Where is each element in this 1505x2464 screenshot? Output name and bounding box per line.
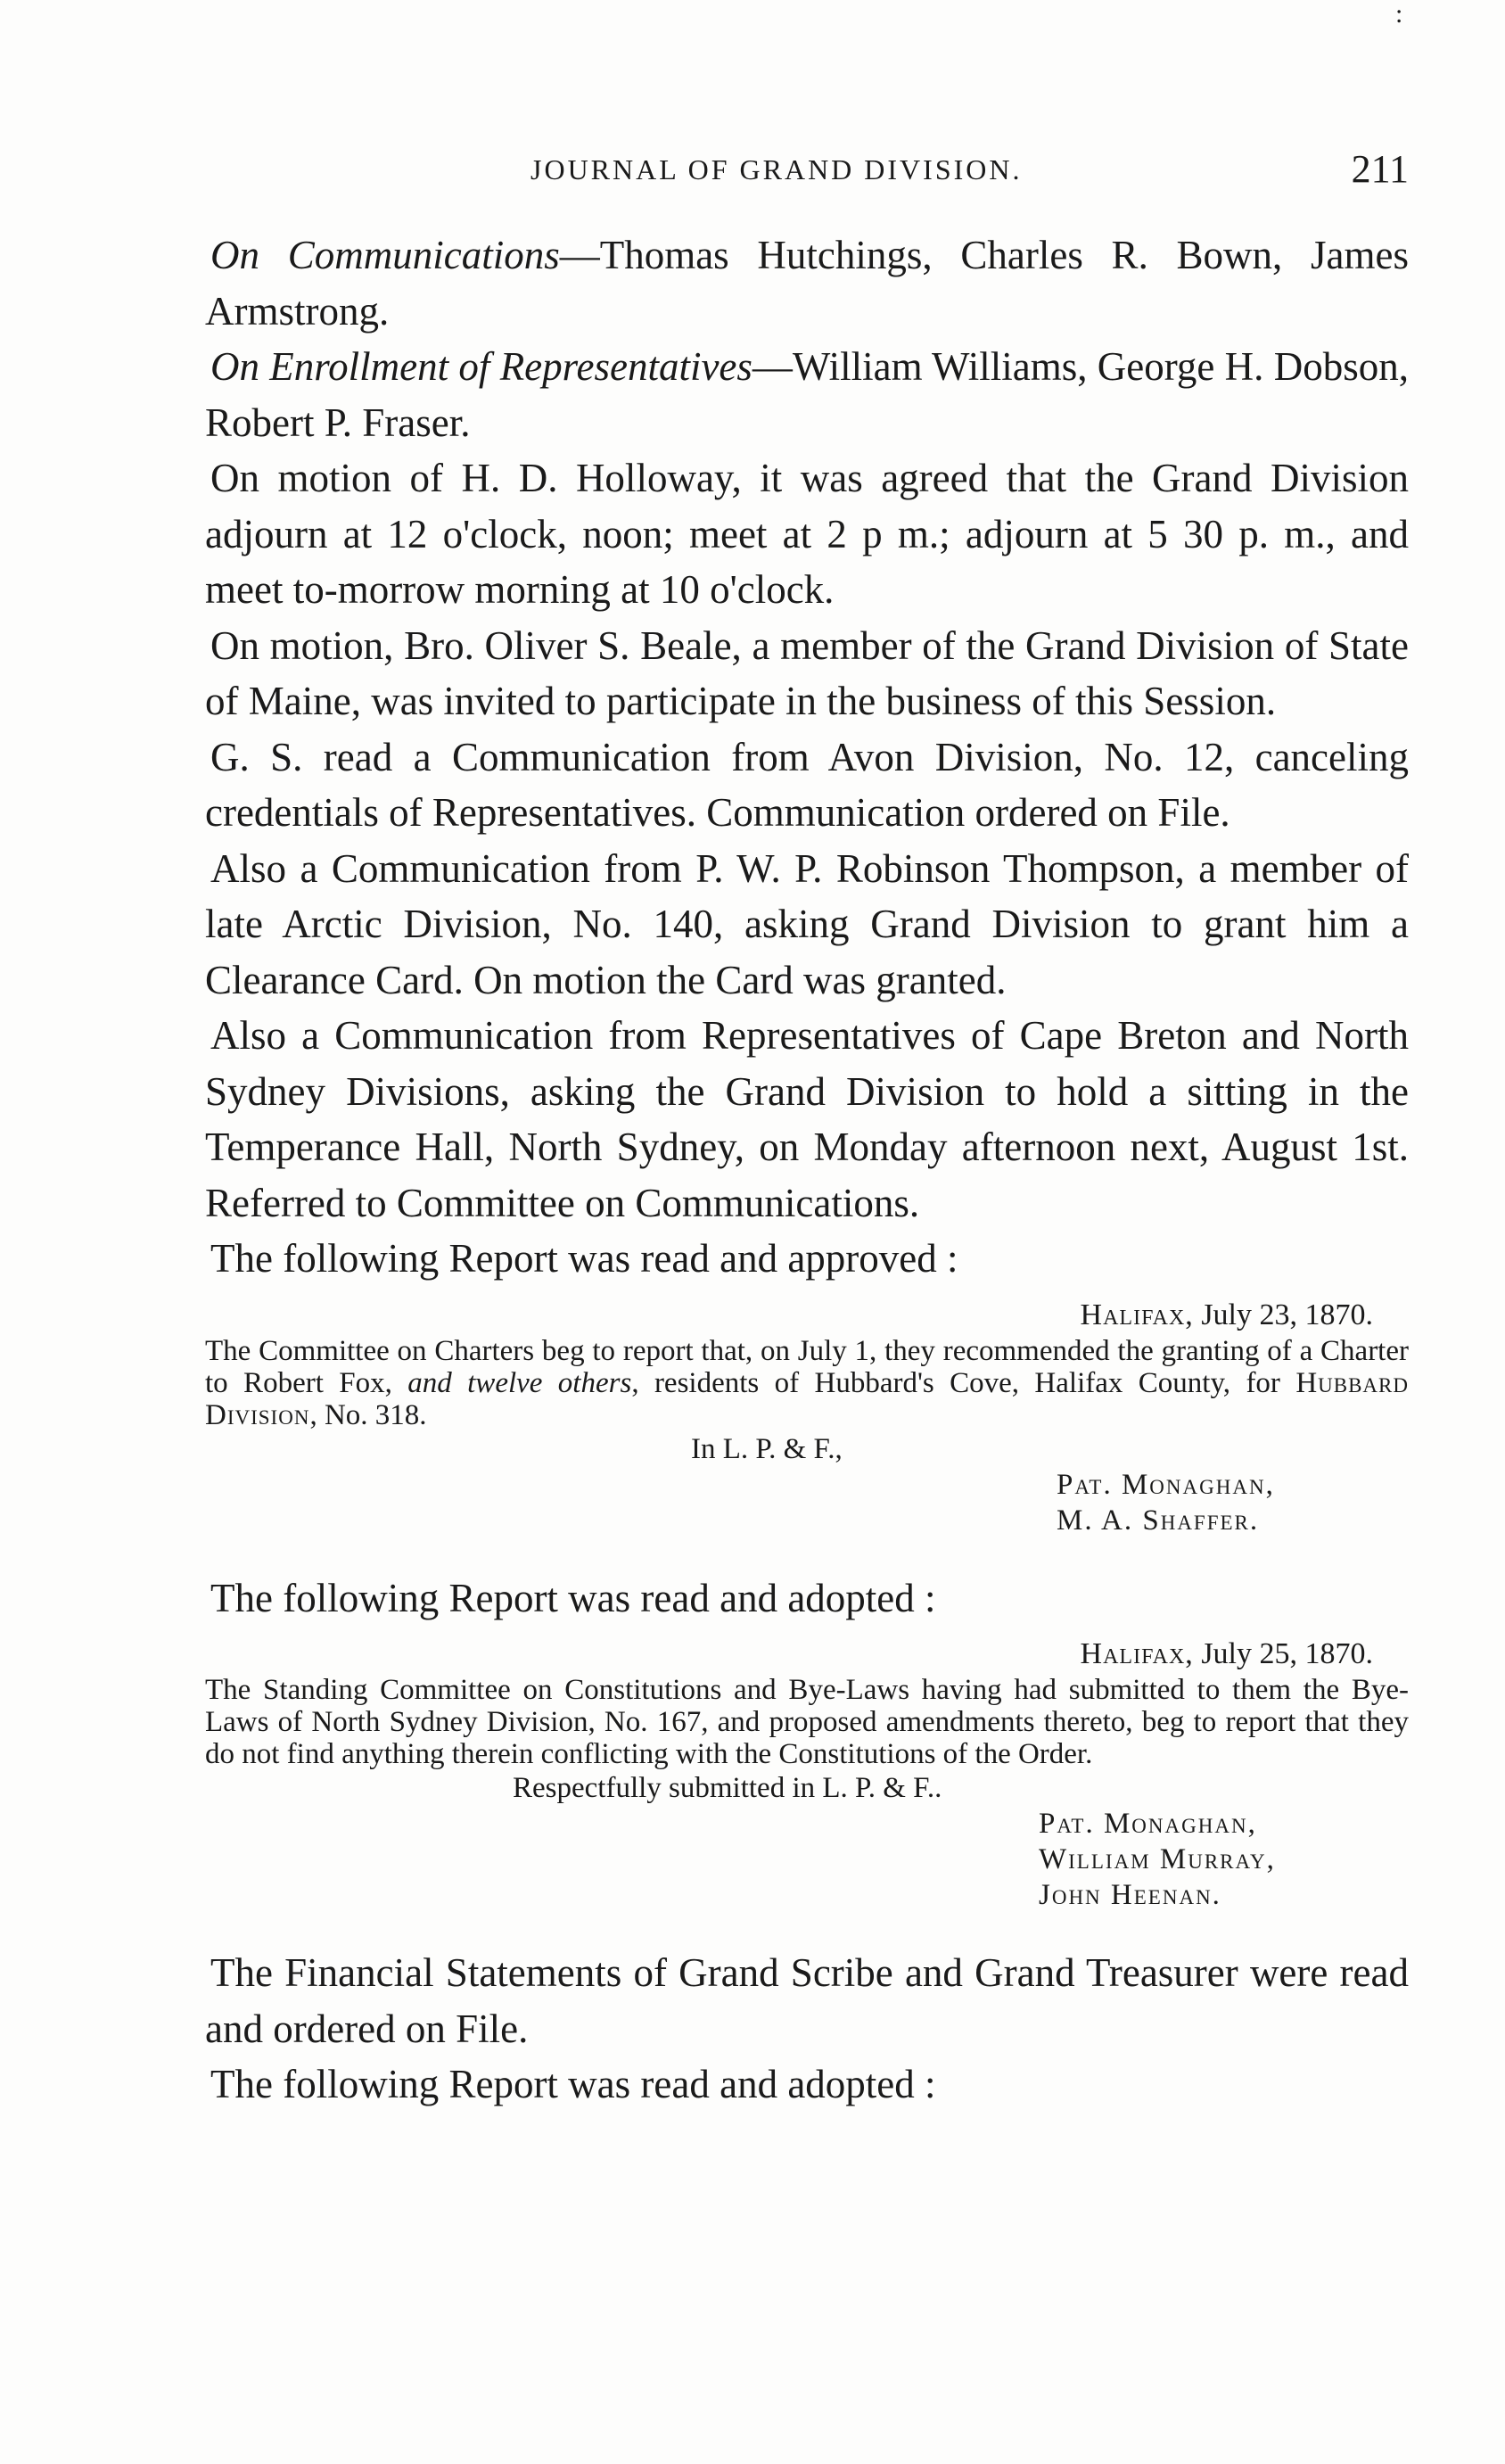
adjournment-motion-paragraph: On motion of H. D. Holloway, it was agreed that the Grand Division adjourn at 12 o'clock, noon; meet at 2 p m.; adjourn at 5 30 p. m., and meet to-morrow morning at 10 o'clock.	[205, 456, 1409, 612]
page-body	[205, 227, 1409, 2113]
committee-enrollment-paragraph	[205, 339, 1409, 450]
committee-communications-members: Thomas Hutchings, Charles R. Bown, James Armstrong.	[205, 233, 1409, 334]
charters-report-text-a: The Committee on Charters beg to report that, on July 1, they recommended the granting of a Charter to Robert Fox,	[205, 1334, 1409, 1399]
report2-signer-1: Pat. Monaghan,	[1039, 1808, 1257, 1840]
dash: —	[752, 344, 793, 389]
report-adopted-intro: The following Report was read and adopted :	[210, 1575, 936, 1620]
report-approved-intro: The following Report was read and approved :	[210, 1236, 958, 1281]
report2-place: Halifax,	[1080, 1637, 1194, 1670]
report1-date: July 23, 1870.	[1201, 1298, 1373, 1331]
page-number: 211	[1351, 147, 1409, 191]
charters-report-text-b: , residents of Hubbard's Cove, Halifax County, for	[631, 1366, 1296, 1399]
report2-closing: Respectfully submitted in L. P. & F..	[513, 1772, 942, 1804]
committee-communications-label: On Communications	[210, 233, 560, 277]
charters-report-text-c: , No. 318.	[309, 1398, 427, 1431]
final-report-intro: The following Report was read and adopted :	[210, 2062, 936, 2106]
spacer	[205, 1538, 1409, 1570]
report2-signer-2: William Murray,	[1039, 1843, 1276, 1875]
charters-report-text	[205, 1335, 1409, 1431]
report1-signer-2: M. A. Shaffer.	[1057, 1504, 1260, 1537]
report1-place: Halifax,	[1080, 1298, 1194, 1331]
charters-report-italic: and twelve others	[407, 1366, 632, 1399]
charters-report-division: Hubbard Division	[205, 1366, 1409, 1431]
constitutions-report-text: The Standing Committee on Constitutions and Bye-Laws having had submitted to them the Bye-Laws of North Sydney Division, No. 167, and proposed amendments thereto, beg to report that they do not find anything therein conflicting with the Constitutions of the Order.	[205, 1674, 1409, 1770]
report1-closing: In L. P. & F.,	[691, 1432, 843, 1465]
beale-invitation-paragraph: On motion, Bro. Oliver S. Beale, a member of the Grand Division of State of Maine, was invited to participate in the business of this Session.	[205, 622, 1409, 723]
cape-breton-paragraph: Also a Communication from Representatives of Cape Breton and North Sydney Divisions, asking the Grand Division to hold a sitting in the Temperance Hall, North Sydney, on Monday afternoon next, August 1st. Referred to Committee on Communications.	[205, 1013, 1409, 1225]
report1-dateline	[205, 1296, 1409, 1335]
report2-date: July 25, 1870.	[1201, 1637, 1373, 1670]
report1-signer-1: Pat. Monaghan,	[1057, 1468, 1275, 1501]
report2-dateline	[205, 1635, 1409, 1674]
report2-signatures	[205, 1770, 1409, 1913]
margin-mark: :	[1395, 0, 1403, 29]
report2-signer-3: John Heenan.	[1039, 1879, 1221, 1911]
dash: —	[559, 233, 600, 277]
running-title: JOURNAL OF GRAND DIVISION.	[530, 153, 1023, 185]
financial-statements-paragraph: The Financial Statements of Grand Scribe and Grand Treasurer were read and ordered on File.	[205, 1950, 1409, 2051]
committee-enrollment-label: On Enrollment of Representatives	[210, 344, 752, 389]
committee-enrollment-members: William Williams, George H. Dobson, Robert P. Fraser.	[205, 344, 1409, 445]
spacer	[205, 1913, 1409, 1945]
clearance-card-paragraph: Also a Communication from P. W. P. Robinson Thompson, a member of late Arctic Division, No. 140, asking Grand Division to grant him a Clearance Card. On motion the Card was granted.	[205, 845, 1409, 1002]
avon-division-paragraph: G. S. read a Communication from Avon Division, No. 12, canceling credentials of Representatives. Communication ordered on File.	[205, 734, 1409, 835]
report1-signatures	[205, 1431, 1409, 1538]
committee-communications-paragraph	[205, 227, 1409, 339]
page-header	[205, 147, 1409, 198]
